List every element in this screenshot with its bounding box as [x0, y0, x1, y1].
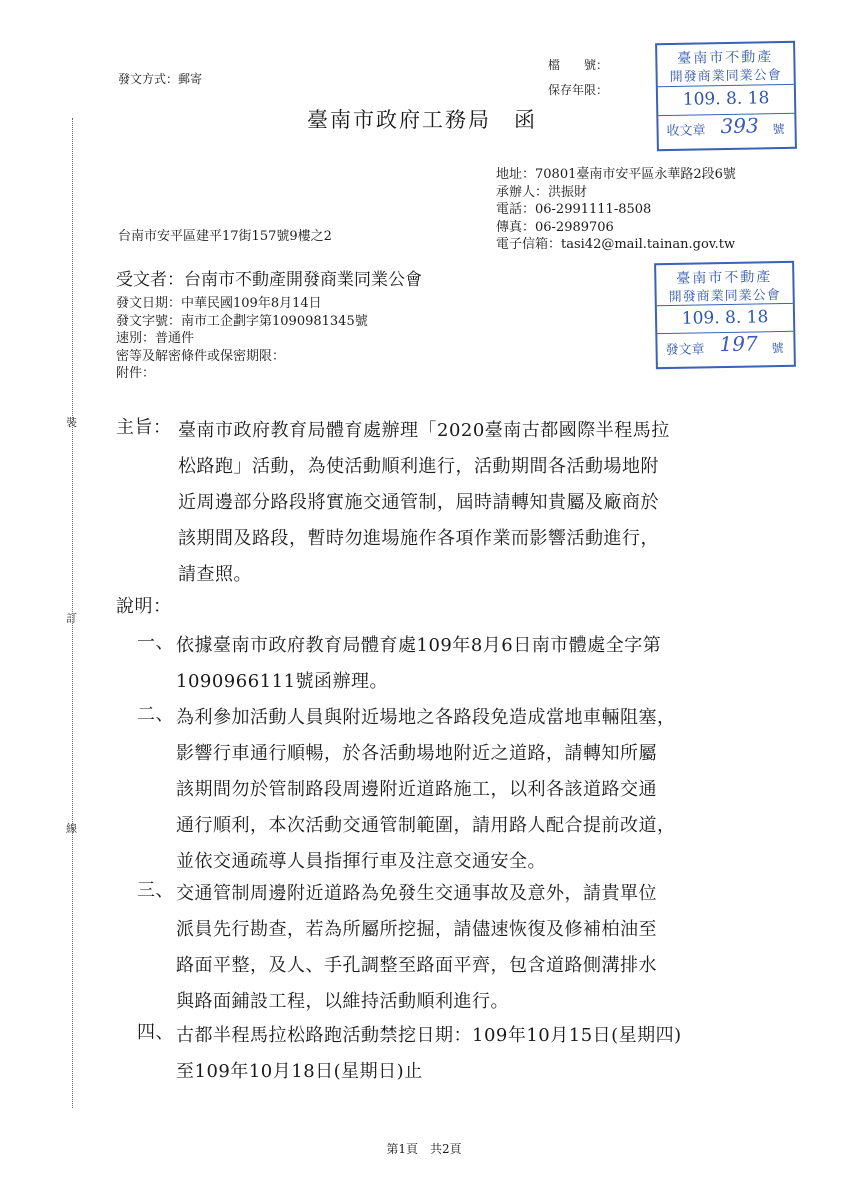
sent-stamp — [654, 261, 796, 369]
stamp-org-line1: 臺南市不動產 — [677, 49, 774, 67]
delivery-speed: 速別：普通件 — [116, 331, 195, 346]
stamp-label: 發文章 — [665, 342, 705, 359]
item-line: 1090966111號函辦理。 — [176, 671, 389, 692]
received-stamp — [655, 41, 797, 151]
stamp-suffix: 號 — [771, 340, 784, 356]
item-line: 並依交通疏導人員指揮行車及注意交通安全。 — [176, 851, 546, 872]
item-line: 路面平整，及人、手孔調整至路面平齊，包含道路側溝排水 — [176, 955, 657, 976]
sender-phone: 電話：06-2991111-8508 — [496, 202, 652, 217]
explanation-label: 說明： — [116, 596, 172, 617]
retention-period-label: 保存年限： — [548, 83, 609, 97]
item-line: 至109年10月18日(星期日)止 — [176, 1061, 423, 1082]
item-line: 派員先行勘查，若為所屬所挖掘，請儘速恢復及修補柏油至 — [176, 919, 657, 940]
sender-address: 地址：70801臺南市安平區永華路2段6號 — [496, 167, 736, 182]
page-footer: 第1頁 共2頁 — [386, 1142, 462, 1156]
stamp-date: 109. 8. 18 — [682, 88, 770, 110]
recipient: 受文者：台南市不動產開發商業同業公會 — [116, 270, 422, 290]
item-number: 三、 — [137, 880, 174, 901]
subject-line: 臺南市政府教育局體育處辦理「2020臺南古都國際半程馬拉 — [178, 420, 670, 441]
stamp-date: 109. 8. 18 — [681, 307, 769, 329]
explanation-item-2 — [176, 700, 676, 880]
item-line: 依據臺南市政府教育局體育處109年8月6日南市體處全字第 — [176, 635, 662, 656]
item-number: 一、 — [137, 632, 174, 653]
stamp-number: 393 — [720, 113, 759, 139]
item-line: 與路面鋪設工程，以維持活動順利進行。 — [176, 991, 509, 1012]
stamp-org-line1: 臺南市不動產 — [676, 269, 773, 287]
document-title: 臺南市政府工務局 函 — [307, 108, 537, 132]
document-meta — [116, 295, 368, 383]
document-number: 發文字號：南市工企劃字第1090981345號 — [116, 313, 368, 329]
subject-label: 主旨： — [116, 417, 172, 438]
subject-line: 該期間及路段，暫時勿進場施作各項作業而影響活動進行， — [178, 528, 659, 549]
item-number: 四、 — [137, 1022, 174, 1043]
recipient-address: 台南市安平區建平17街157號9樓之2 — [118, 229, 332, 244]
item-number: 二、 — [137, 704, 174, 725]
stamp-number: 197 — [719, 331, 758, 357]
sender-contact-person: 承辦人：洪振財 — [496, 184, 588, 200]
explanation-item-3 — [176, 876, 657, 1020]
stamp-suffix: 號 — [772, 121, 785, 137]
stamp-org-line2: 開發商業同業公會 — [669, 68, 782, 85]
item-line: 交通管制周邊附近道路為免發生交通事故及意外，請貴單位 — [176, 883, 657, 904]
item-line: 通行順利，本次活動交通管制範圍，請用路人配合提前改道， — [176, 815, 676, 836]
item-line: 古都半程馬拉松路跑活動禁挖日期：109年10月15日(星期四) — [176, 1025, 682, 1046]
attachments: 附件： — [116, 366, 156, 381]
subject-line: 近周邊部分路段將實施交通管制，屆時請轉知貴屬及廠商於 — [178, 492, 659, 513]
binding-mark-xian: 線 — [66, 822, 77, 835]
subject-text — [178, 413, 670, 593]
sender-info — [496, 166, 736, 254]
secrecy-level: 密等及解密條件或保密期限： — [116, 348, 286, 364]
send-method: 發文方式：郵寄 — [118, 72, 203, 86]
stamp-label: 收文章 — [666, 123, 706, 140]
subject-line: 松路跑」活動，為使活動順利進行，活動期間各活動場地附 — [178, 456, 659, 477]
item-line: 為利參加活動人員與附近場地之各路段免造成當地車輛阻塞， — [176, 707, 676, 728]
binding-mark-ding: 訂 — [66, 612, 77, 625]
item-line: 該期間勿於管制路段周邊附近道路施工，以利各該道路交通 — [176, 779, 657, 800]
subject-line: 請查照。 — [178, 564, 252, 585]
binding-mark-zhuang: 裝 — [66, 416, 77, 429]
file-number-label: 檔 號： — [548, 58, 609, 72]
issue-date: 發文日期：中華民國109年8月14日 — [116, 296, 322, 311]
item-line: 影響行車通行順暢，於各活動場地附近之道路，請轉知所屬 — [176, 743, 657, 764]
sender-email: 電子信箱：tasi42@mail.tainan.gov.tw — [496, 237, 736, 252]
explanation-item-1 — [176, 628, 661, 700]
explanation-item-4 — [176, 1018, 682, 1090]
sender-fax: 傳真：06-2989706 — [496, 219, 614, 235]
stamp-org-line2: 開發商業同業公會 — [668, 288, 781, 305]
